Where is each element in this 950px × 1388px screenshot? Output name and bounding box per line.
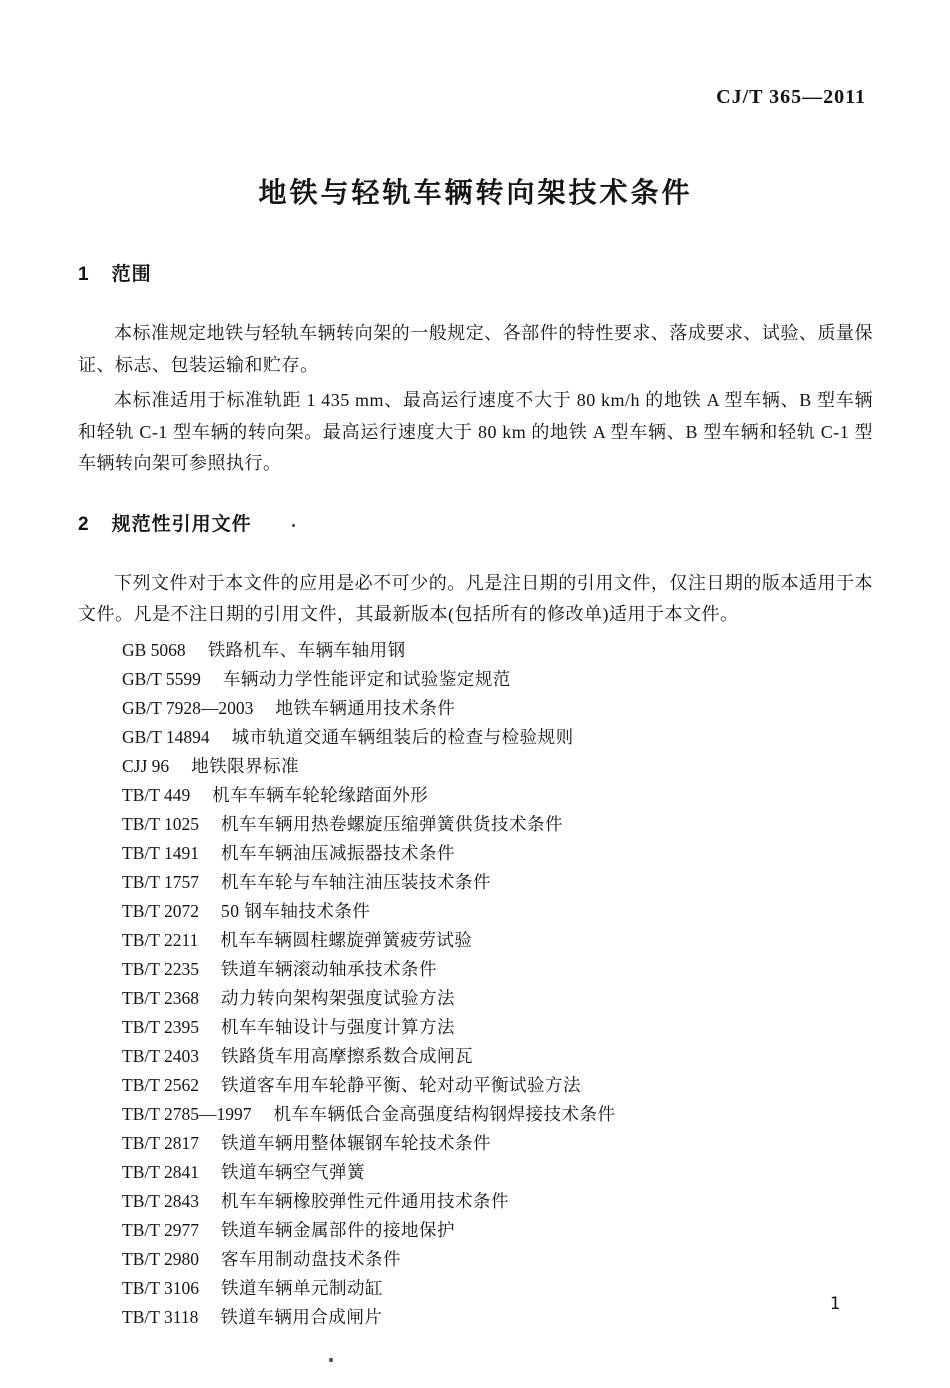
reference-item — [122, 1071, 873, 1100]
reference-code: TB/T 2562 — [122, 1074, 199, 1095]
reference-code: TB/T 449 — [122, 784, 191, 805]
reference-item — [122, 1013, 873, 1042]
reference-code: TB/T 2403 — [122, 1045, 199, 1066]
section-heading-label: 范围 — [111, 264, 152, 285]
reference-code: TB/T 1757 — [122, 871, 199, 892]
reference-item — [122, 810, 873, 839]
reference-code: TB/T 2785—1997 — [122, 1103, 252, 1124]
reference-code: TB/T 3106 — [122, 1277, 199, 1298]
reference-item — [122, 1274, 873, 1303]
reference-item — [122, 839, 873, 868]
reference-title: 铁道车辆滚动轴承技术条件 — [220, 958, 437, 979]
reference-item — [122, 636, 873, 665]
reference-code: TB/T 1025 — [122, 813, 199, 834]
section-heading-scope — [78, 262, 873, 288]
reference-title: 铁道车辆用整体辗钢车轮技术条件 — [220, 1132, 491, 1153]
reference-title: 50 钢车轴技术条件 — [220, 900, 371, 921]
reference-title: 动力转向架构架强度试验方法 — [220, 987, 455, 1008]
section-heading-references — [78, 512, 873, 538]
scope-paragraph-2: 本标准适用于标准轨距 1 435 mm、最高运行速度不大于 80 km/h 的地铁 A 型车辆、B 型车辆和轻轨 C-1 型车辆的转向架。最高运行速度大于 80 km 的地铁 A 型车辆、B 型车辆和轻轨 C-1 型车辆转向架可参照执行。 — [78, 390, 873, 473]
reference-code: TB/T 2235 — [122, 958, 199, 979]
reference-title: 客车用制动盘技术条件 — [220, 1248, 401, 1269]
reference-title: 机车车辆用热卷螺旋压缩弹簧供货技术条件 — [220, 813, 563, 834]
reference-code: TB/T 3118 — [122, 1306, 199, 1327]
reference-title: 机车车轮与车轴注油压装技术条件 — [220, 871, 491, 892]
section-number: 2 — [78, 513, 90, 535]
reference-item — [122, 984, 873, 1013]
reference-item — [122, 1245, 873, 1274]
reference-title: 地铁限界标准 — [191, 755, 300, 776]
reference-code: GB/T 7928—2003 — [122, 697, 254, 718]
references-intro-paragraph: 下列文件对于本文件的应用是必不可少的。凡是注日期的引用文件，仅注日期的版本适用于本文件。凡是不注日期的引用文件，其最新版本(包括所有的修改单)适用于本文件。 — [78, 572, 873, 624]
scope-paragraph-1: 本标准规定地铁与轻轨车辆转向架的一般规定、各部件的特性要求、落成要求、试验、质量保证、标志、包装运输和贮存。 — [78, 323, 873, 375]
reference-item — [122, 868, 873, 897]
reference-title: 机车车辆橡胶弹性元件通用技术条件 — [220, 1190, 509, 1211]
reference-code: TB/T 2843 — [122, 1190, 199, 1211]
reference-code: GB 5068 — [122, 639, 186, 660]
reference-code: TB/T 2368 — [122, 987, 199, 1008]
reference-title: 机车车轴设计与强度计算方法 — [220, 1016, 455, 1037]
reference-code: TB/T 2977 — [122, 1219, 199, 1240]
reference-item — [122, 1187, 873, 1216]
reference-title: 铁道车辆空气弹簧 — [220, 1161, 365, 1182]
reference-item — [122, 1129, 873, 1158]
reference-title: 机车车辆油压减振器技术条件 — [220, 842, 455, 863]
reference-title: 铁路货车用高摩擦系数合成闸瓦 — [220, 1045, 473, 1066]
reference-item — [122, 1042, 873, 1071]
reference-item — [122, 1158, 873, 1187]
reference-code: TB/T 2841 — [122, 1161, 199, 1182]
reference-code: CJJ 96 — [122, 755, 170, 776]
references-list — [78, 636, 873, 1332]
reference-title: 机车车辆圆柱螺旋弹簧疲劳试验 — [220, 929, 473, 950]
reference-code: TB/T 1491 — [122, 842, 199, 863]
reference-title: 城市轨道交通车辆组装后的检查与检验规则 — [231, 726, 574, 747]
reference-item — [122, 752, 873, 781]
reference-item — [122, 694, 873, 723]
reference-title: 铁道车辆单元制动缸 — [220, 1277, 383, 1298]
reference-title: 地铁车辆通用技术条件 — [275, 697, 456, 718]
reference-title: 车辆动力学性能评定和试验鉴定规范 — [222, 668, 511, 689]
reference-code: GB/T 14894 — [122, 726, 210, 747]
reference-item — [122, 1303, 873, 1332]
doc-number: CJ/T 365—2011 — [716, 86, 866, 108]
reference-code: TB/T 2211 — [122, 929, 199, 950]
reference-item — [122, 955, 873, 984]
reference-title: 铁道车辆用合成闸片 — [220, 1306, 383, 1327]
section-number: 1 — [78, 264, 90, 285]
scan-speck — [329, 1358, 333, 1362]
reference-code: TB/T 2395 — [122, 1016, 199, 1037]
reference-title: 机车车辆车轮轮缘踏面外形 — [212, 784, 429, 805]
reference-code: TB/T 2072 — [122, 900, 199, 921]
reference-item — [122, 897, 873, 926]
reference-item — [122, 781, 873, 810]
reference-item — [122, 1216, 873, 1245]
reference-code: TB/T 2817 — [122, 1132, 199, 1153]
reference-code: GB/T 5599 — [122, 668, 201, 689]
reference-code: TB/T 2980 — [122, 1248, 199, 1269]
reference-item — [122, 926, 873, 955]
reference-title: 铁路机车、车辆车轴用钢 — [207, 639, 406, 660]
reference-item — [122, 665, 873, 694]
scan-speck — [292, 524, 295, 527]
page-title: 地铁与轻轨车辆转向架技术条件 — [258, 177, 693, 208]
reference-item — [122, 1100, 873, 1129]
reference-title: 铁道客车用车轮静平衡、轮对动平衡试验方法 — [220, 1074, 581, 1095]
section-heading-label: 规范性引用文件 — [111, 513, 252, 535]
page-number: 1 — [829, 1294, 840, 1314]
reference-title: 铁道车辆金属部件的接地保护 — [220, 1219, 455, 1240]
reference-item — [122, 723, 873, 752]
reference-title: 机车车辆低合金高强度结构钢焊接技术条件 — [273, 1103, 616, 1124]
